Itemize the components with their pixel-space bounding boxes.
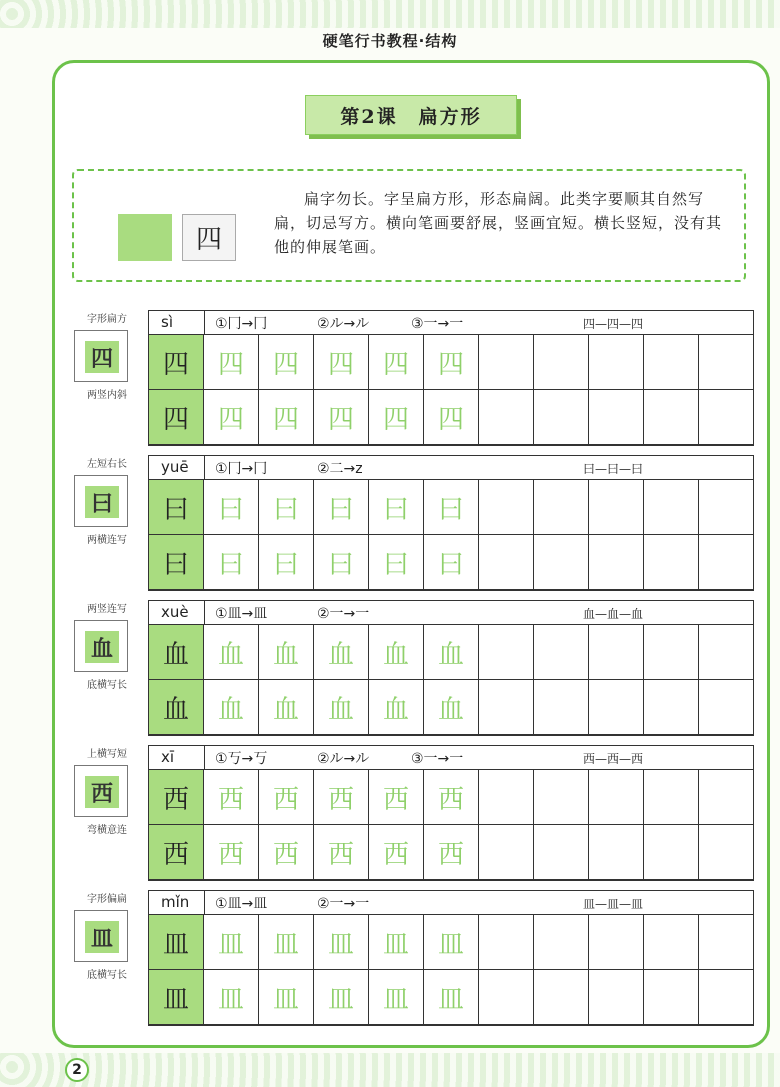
blank-cell[interactable]	[534, 625, 589, 680]
blank-cell[interactable]	[479, 535, 534, 590]
blank-cell[interactable]	[479, 915, 534, 970]
blank-cell[interactable]	[644, 535, 699, 590]
blank-cell[interactable]	[644, 825, 699, 880]
practice-grid	[148, 310, 754, 446]
trace-cell: 西	[314, 825, 369, 880]
trace-cell: 血	[314, 680, 369, 735]
demo-char: 四	[182, 214, 236, 261]
blank-cell[interactable]	[534, 680, 589, 735]
lesson-title: 第2课 扁方形	[305, 95, 517, 135]
trace-cell: 曰	[204, 535, 259, 590]
trace-cell: 皿	[204, 915, 259, 970]
practice-grid	[148, 890, 754, 1026]
blank-cell[interactable]	[589, 825, 644, 880]
blank-cell[interactable]	[534, 970, 589, 1025]
blank-cell[interactable]	[479, 335, 534, 390]
tip-top: 两竖连写	[87, 604, 127, 615]
model-char-box	[74, 475, 128, 527]
pinyin: sì	[149, 311, 205, 334]
blank-cell[interactable]	[699, 625, 754, 680]
trace-cell: 四	[259, 390, 314, 445]
tip-bottom: 底横写长	[87, 680, 127, 691]
stroke-step: ①冂→冂	[215, 461, 268, 477]
model-char: 血	[85, 631, 119, 663]
stroke-bar	[149, 311, 753, 335]
blank-cell[interactable]	[589, 480, 644, 535]
blank-cell[interactable]	[644, 680, 699, 735]
trace-cell: 四	[424, 335, 479, 390]
trace-cell: 西	[424, 825, 479, 880]
trace-cell: 皿	[259, 915, 314, 970]
trace-cell: 血	[259, 625, 314, 680]
blank-cell[interactable]	[644, 770, 699, 825]
blank-cell[interactable]	[589, 535, 644, 590]
blank-cell[interactable]	[644, 625, 699, 680]
stroke-bar	[149, 746, 753, 770]
cells	[149, 625, 753, 735]
blank-cell[interactable]	[699, 335, 754, 390]
trace-cell: 四	[369, 390, 424, 445]
cells	[149, 770, 753, 880]
model-cell: 四	[149, 390, 204, 445]
blank-cell[interactable]	[534, 535, 589, 590]
blank-cell[interactable]	[589, 390, 644, 445]
stroke-step: ①丂→丂	[215, 751, 268, 767]
model-char: 曰	[85, 486, 119, 518]
model-cell: 西	[149, 770, 204, 825]
trace-cell: 曰	[204, 480, 259, 535]
trace-cell: 曰	[424, 480, 479, 535]
model-cell: 曰	[149, 535, 204, 590]
blank-cell[interactable]	[644, 335, 699, 390]
trace-cell: 血	[259, 680, 314, 735]
blank-cell[interactable]	[479, 680, 534, 735]
trace-cell: 四	[369, 335, 424, 390]
tip-bottom: 两横连写	[87, 535, 127, 546]
practice-grid	[148, 745, 754, 881]
cells	[149, 915, 753, 1025]
trace-cell: 西	[259, 770, 314, 825]
blank-cell[interactable]	[589, 970, 644, 1025]
trace-cell: 西	[369, 825, 424, 880]
trace-cell: 血	[314, 625, 369, 680]
trace-cell: 曰	[424, 535, 479, 590]
blank-cell[interactable]	[644, 970, 699, 1025]
pinyin: xuè	[149, 601, 205, 624]
model-cell: 皿	[149, 915, 204, 970]
stroke-bar	[149, 456, 753, 480]
trace-cell: 曰	[314, 480, 369, 535]
trace-cell: 四	[314, 335, 369, 390]
blank-cell[interactable]	[589, 625, 644, 680]
blank-cell[interactable]	[534, 335, 589, 390]
trace-cell: 西	[424, 770, 479, 825]
blank-cell[interactable]	[644, 480, 699, 535]
blank-cell[interactable]	[479, 770, 534, 825]
trace-cell: 四	[204, 335, 259, 390]
blank-cell[interactable]	[589, 335, 644, 390]
model-char: 西	[85, 776, 119, 808]
model-cell: 血	[149, 625, 204, 680]
trace-cell: 血	[204, 625, 259, 680]
blank-cell[interactable]	[699, 770, 754, 825]
tip-bottom: 两竖内斜	[87, 390, 127, 401]
model-char-box	[74, 330, 128, 382]
trace-cell: 血	[424, 625, 479, 680]
page-number: 2	[65, 1058, 89, 1082]
stroke-step: ③一→一	[411, 316, 464, 332]
model-cell: 皿	[149, 970, 204, 1025]
model-cell: 四	[149, 335, 204, 390]
stroke-step: ①皿→皿	[215, 606, 268, 622]
blank-cell[interactable]	[589, 680, 644, 735]
model-char: 皿	[85, 921, 119, 953]
model-cell: 血	[149, 680, 204, 735]
blank-cell[interactable]	[699, 680, 754, 735]
practice-grid	[148, 455, 754, 591]
tip-top: 字形扁方	[87, 314, 127, 325]
trace-cell: 皿	[314, 970, 369, 1025]
stroke-step: ③一→一	[411, 751, 464, 767]
blank-cell[interactable]	[534, 390, 589, 445]
top-lace-border	[0, 0, 780, 28]
blank-cell[interactable]	[589, 770, 644, 825]
trace-cell: 血	[369, 625, 424, 680]
trace-cell: 皿	[259, 970, 314, 1025]
blank-cell[interactable]	[644, 390, 699, 445]
stroke-sequence: 曰—曰—曰	[582, 462, 643, 476]
stroke-sequence: 血—血—血	[582, 607, 643, 621]
stroke-sequence: 皿—皿—皿	[582, 897, 643, 911]
trace-cell: 血	[369, 680, 424, 735]
stroke-step: ②ル→ル	[317, 751, 370, 767]
trace-cell: 皿	[204, 970, 259, 1025]
stroke-step: ①皿→皿	[215, 896, 268, 912]
model-char-box	[74, 910, 128, 962]
trace-cell: 血	[424, 680, 479, 735]
tip-bottom: 弯横意连	[87, 825, 127, 836]
blank-cell[interactable]	[534, 825, 589, 880]
blank-cell[interactable]	[534, 480, 589, 535]
tip-bottom: 底横写长	[87, 970, 127, 981]
blank-cell[interactable]	[479, 390, 534, 445]
stroke-step: ②ル→ル	[317, 316, 370, 332]
intro-text: 扁字勿长。字呈扁方形，形态扁阔。此类字要顺其自然写扁，切忌写方。横向笔画要舒展，竖画宜短。横长竖短，没有其他的伸展笔画。	[274, 190, 723, 256]
trace-cell: 西	[204, 770, 259, 825]
blank-cell[interactable]	[479, 970, 534, 1025]
stroke-step: ②一→一	[317, 896, 370, 912]
model-char: 四	[85, 341, 119, 373]
trace-cell: 四	[204, 390, 259, 445]
model-char-box	[74, 620, 128, 672]
trace-cell: 西	[369, 770, 424, 825]
trace-cell: 曰	[259, 535, 314, 590]
trace-cell: 西	[259, 825, 314, 880]
pinyin: mǐn	[149, 891, 205, 914]
trace-cell: 四	[424, 390, 479, 445]
tip-top: 左短右长	[87, 459, 127, 470]
blank-cell[interactable]	[644, 915, 699, 970]
trace-cell: 曰	[259, 480, 314, 535]
blank-cell[interactable]	[699, 825, 754, 880]
stroke-sequence: 西—西—西	[582, 752, 643, 766]
trace-cell: 四	[314, 390, 369, 445]
demo-green-cell	[118, 214, 172, 261]
trace-cell: 曰	[369, 480, 424, 535]
page-header: 硬笔行书教程·结构	[322, 32, 458, 50]
demo-char-box	[118, 214, 236, 261]
trace-cell: 皿	[314, 915, 369, 970]
trace-cell: 皿	[369, 915, 424, 970]
model-char-box	[74, 765, 128, 817]
trace-cell: 皿	[369, 970, 424, 1025]
trace-cell: 曰	[369, 535, 424, 590]
pinyin: yuē	[149, 456, 205, 479]
cells	[149, 480, 753, 590]
blank-cell[interactable]	[699, 480, 754, 535]
tip-top: 字形偏扁	[87, 894, 127, 905]
stroke-bar	[149, 891, 753, 915]
stroke-bar	[149, 601, 753, 625]
trace-cell: 曰	[314, 535, 369, 590]
blank-cell[interactable]	[479, 625, 534, 680]
bottom-lace-border	[0, 1053, 780, 1087]
blank-cell[interactable]	[534, 770, 589, 825]
model-cell: 曰	[149, 480, 204, 535]
stroke-sequence: 四—四—四	[582, 317, 643, 331]
blank-cell[interactable]	[479, 825, 534, 880]
trace-cell: 西	[204, 825, 259, 880]
stroke-step: ①冂→冂	[215, 316, 268, 332]
blank-cell[interactable]	[699, 535, 754, 590]
practice-grid	[148, 600, 754, 736]
cells	[149, 335, 753, 445]
trace-cell: 血	[204, 680, 259, 735]
blank-cell[interactable]	[699, 915, 754, 970]
stroke-step: ②一→一	[317, 606, 370, 622]
trace-cell: 皿	[424, 970, 479, 1025]
trace-cell: 四	[259, 335, 314, 390]
blank-cell[interactable]	[589, 915, 644, 970]
blank-cell[interactable]	[534, 915, 589, 970]
trace-cell: 西	[314, 770, 369, 825]
model-cell: 西	[149, 825, 204, 880]
intro-box	[72, 169, 746, 282]
trace-cell: 皿	[424, 915, 479, 970]
pinyin: xī	[149, 746, 205, 769]
stroke-step: ②二→z	[317, 461, 363, 477]
tip-top: 上横写短	[87, 749, 127, 760]
blank-cell[interactable]	[479, 480, 534, 535]
blank-cell[interactable]	[699, 970, 754, 1025]
blank-cell[interactable]	[699, 390, 754, 445]
